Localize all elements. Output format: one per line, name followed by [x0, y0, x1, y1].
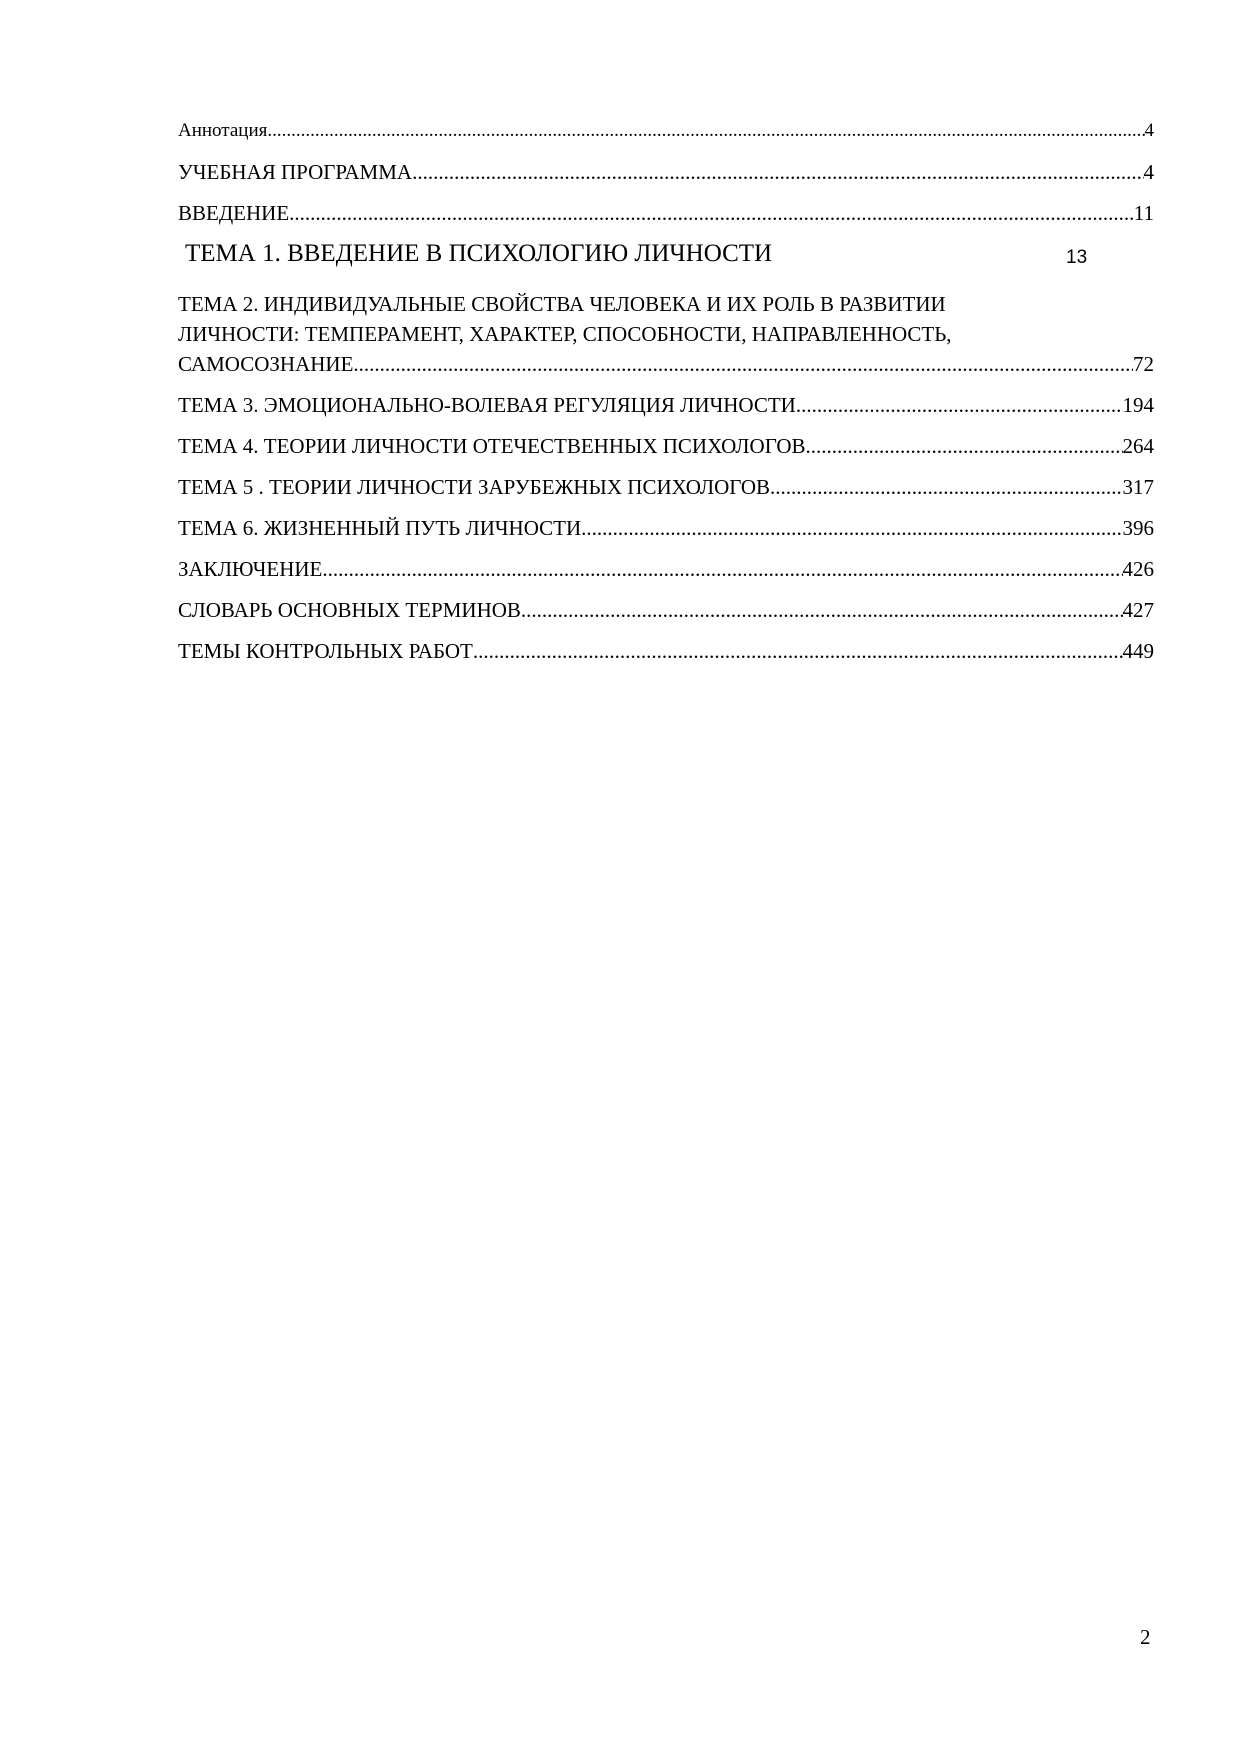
toc-entry-title: САМОСОЗНАНИЕ. [178, 352, 359, 376]
toc-leader-dots [770, 472, 1122, 502]
toc-leader-dots [359, 349, 1133, 379]
toc-entry-topic-5[interactable] [178, 472, 1154, 502]
toc-entry-page: 396 [1122, 516, 1154, 540]
toc-leader-dots [581, 513, 1122, 543]
toc-entry-topic-6[interactable] [178, 513, 1154, 543]
page-number: 2 [1140, 1625, 1151, 1649]
toc-entry-introduction[interactable] [178, 198, 1154, 228]
toc-leader-dots [473, 636, 1123, 666]
toc-entry-title: ТЕМА 6. ЖИЗНЕННЫЙ ПУТЬ ЛИЧНОСТИ [178, 516, 582, 540]
toc-entry-title: ТЕМА 1. ВВЕДЕНИЕ В ПСИХОЛОГИЮ ЛИЧНОСТИ [185, 240, 773, 267]
toc-entry-page: 427 [1122, 598, 1154, 622]
toc-leader-dots [521, 595, 1123, 625]
toc-entry-page: 4 [1144, 120, 1154, 141]
toc-entry-topic-1[interactable] [178, 237, 1154, 277]
toc-entry-page: 13 [1066, 247, 1088, 268]
toc-entry-title: ЗАКЛЮЧЕНИЕ [178, 557, 323, 581]
toc-entry-title: ТЕМА 3. ЭМОЦИОНАЛЬНО-ВОЛЕВАЯ РЕГУЛЯЦИЯ ЛИЧНОСТИ [178, 393, 796, 417]
toc-leader-dots [322, 554, 1122, 584]
toc-entry-title: Аннотация [178, 120, 268, 141]
toc-entry-title: ВВЕДЕНИЕ [178, 201, 290, 225]
toc-leader-dots [412, 157, 1143, 187]
toc-leader-dots [811, 431, 1123, 461]
toc-entry-title: СЛОВАРЬ ОСНОВНЫХ ТЕРМИНОВ [178, 598, 521, 622]
toc-entry-page: 264 [1122, 434, 1154, 458]
toc-entry-page: 194 [1122, 393, 1154, 417]
toc-entry-page: 317 [1122, 475, 1154, 499]
toc-entry-test-topics[interactable] [178, 636, 1154, 666]
toc-entry-title: УЧЕБНАЯ ПРОГРАММА [178, 160, 413, 184]
toc-entry-page: 449 [1122, 639, 1154, 663]
toc-entry-title: ТЕМА 4. ТЕОРИИ ЛИЧНОСТИ ОТЕЧЕСТВЕННЫХ ПСИХОЛОГОВ. [178, 434, 811, 458]
toc-entry-glossary[interactable] [178, 595, 1154, 625]
toc-entry-curriculum[interactable] [178, 157, 1154, 187]
toc-entry-topic-4[interactable] [178, 431, 1154, 461]
toc-entry-page: 4 [1143, 160, 1154, 184]
toc-entry-title-line-2: ЛИЧНОСТИ: ТЕМПЕРАМЕНТ, ХАРАКТЕР, СПОСОБНОСТИ, НАПРАВЛЕННОСТЬ, [178, 322, 952, 346]
toc-leader-dots [289, 198, 1134, 228]
toc-entry-page: 11 [1133, 201, 1154, 225]
toc-entry-topic-3[interactable] [178, 390, 1154, 420]
toc-leader-dots [796, 390, 1123, 420]
toc-entry-page: 426 [1122, 557, 1154, 581]
toc-entry-annotation[interactable] [178, 116, 1154, 146]
toc-entry-title: ТЕМЫ КОНТРОЛЬНЫХ РАБОТ [178, 639, 473, 663]
toc-entry-topic-2[interactable] [178, 289, 1154, 379]
toc-leader-dots [267, 116, 1144, 146]
toc-entry-page: 72 [1133, 352, 1154, 376]
toc-entry-conclusion[interactable] [178, 554, 1154, 584]
toc-entry-title-line-1: ТЕМА 2. ИНДИВИДУАЛЬНЫЕ СВОЙСТВА ЧЕЛОВЕКА И ИХ РОЛЬ В РАЗВИТИИ [178, 292, 946, 316]
toc-entry-title: ТЕМА 5 . ТЕОРИИ ЛИЧНОСТИ ЗАРУБЕЖНЫХ ПСИХОЛОГОВ [178, 475, 771, 499]
